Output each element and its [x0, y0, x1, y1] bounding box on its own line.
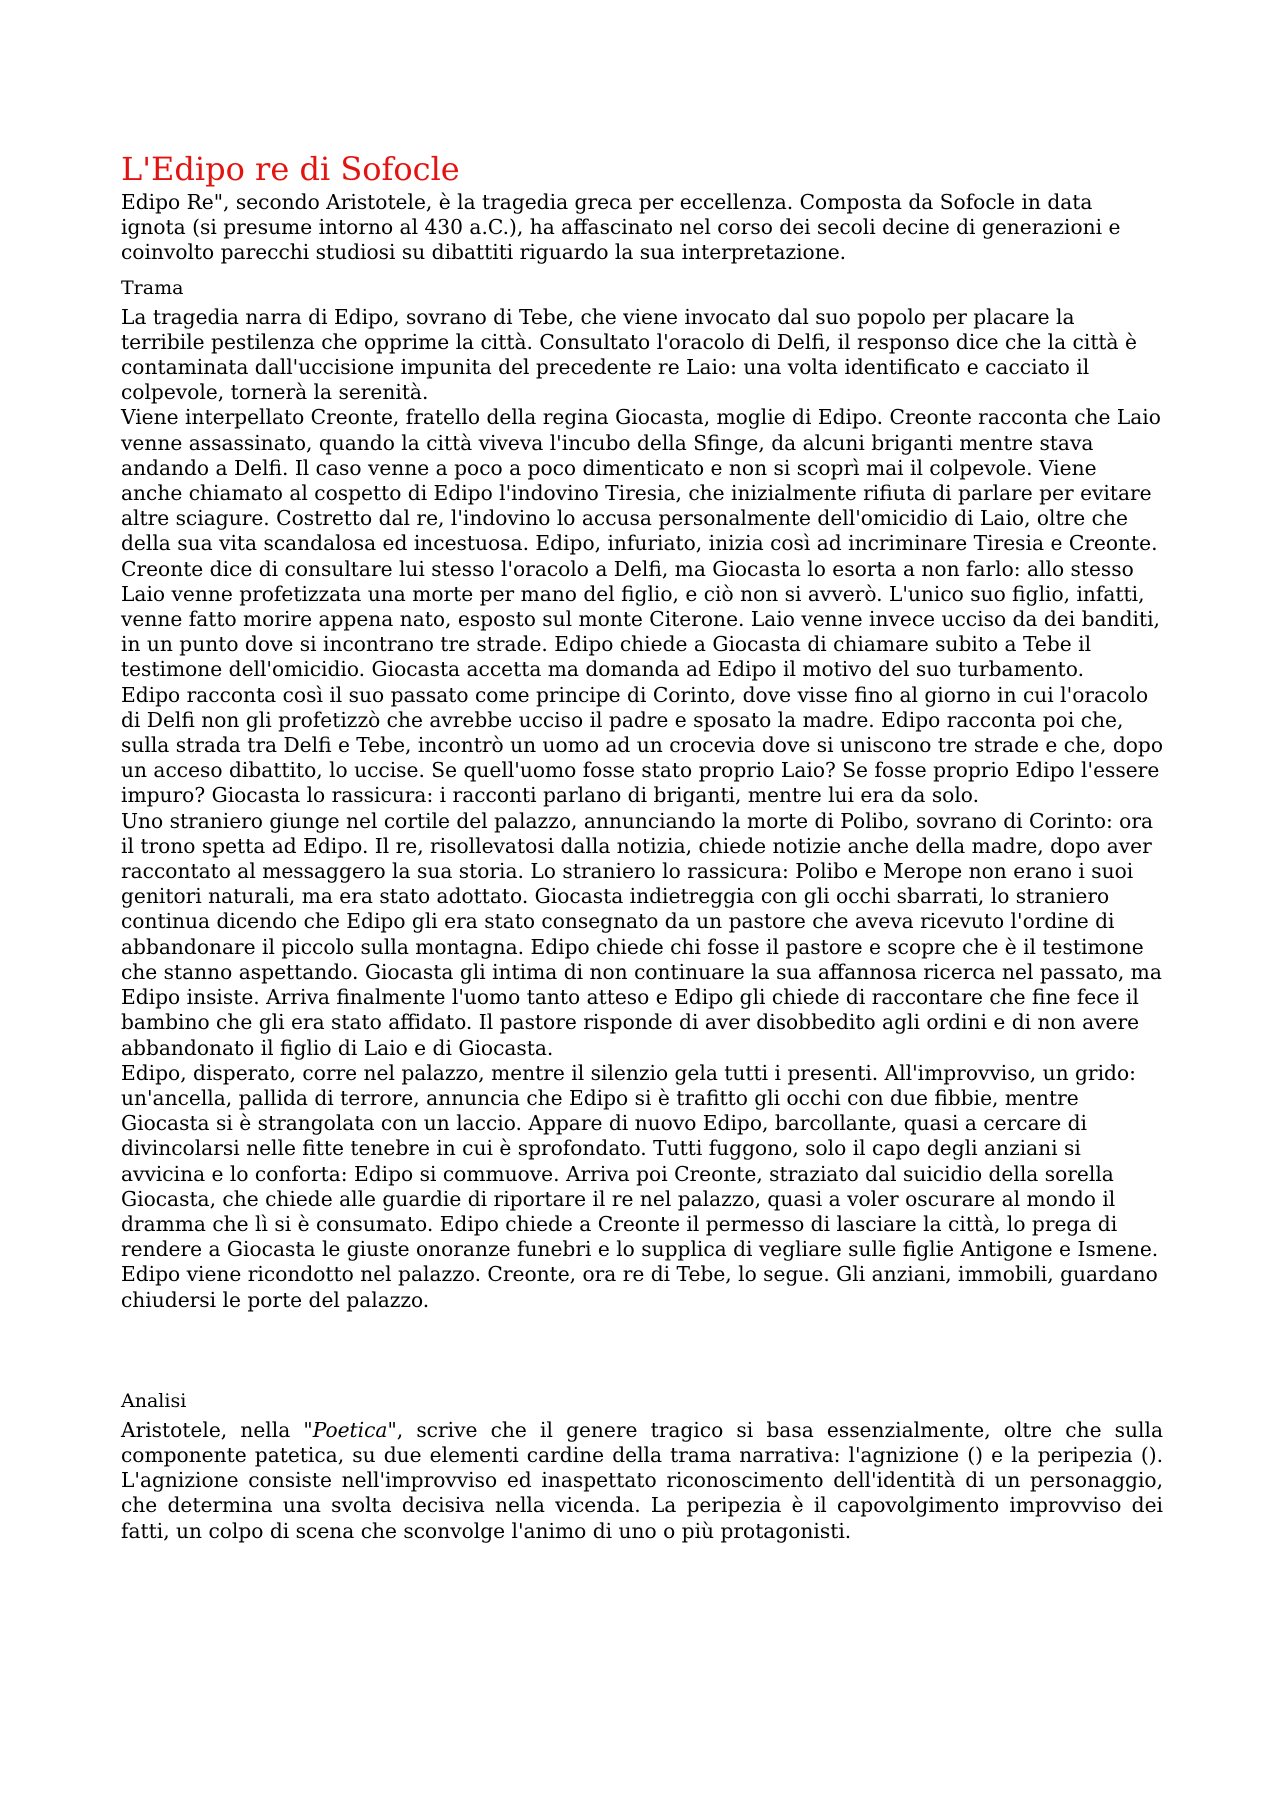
trama-paragraph: Uno straniero giunge nel cortile del palazzo, annunciando la morte di Polibo, sovrano di Corinto: ora il trono spetta ad Edipo. Il re, risollevatosi dalla notizia, chiede notizie anche della madre, dopo aver raccontato al messaggero la sua storia. Lo straniero lo rassicura: Polibo e Merope non erano i suoi genitori naturali, ma era stato adottato. Giocasta indietreggia con gli occhi sbarrati, lo straniero continua dicendo che Edipo gli era stato consegnato da un pastore che aveva ricevuto l'ordine di abbandonare il piccolo sulla montagna. Edipo chiede chi fosse il pastore e scopre che è il testimone che stanno aspettando. Giocasta gli intima di non continuare la sua affannosa ricerca nel passato, ma Edipo insiste. Arriva finalmente l'uomo tanto atteso e Edipo gli chiede di raccontare che fine fece il bambino che gli era stato affidato. Il pastore risponde di aver disobbedito agli ordini e di non avere abbandonato il figlio di Laio e di Giocasta.	[121, 808, 1162, 1060]
section-spacer	[121, 1313, 1163, 1379]
intro-paragraph: Edipo Re", secondo Aristotele, è la tragedia greca per eccellenza. Composta da Sofocle in data ignota (si presume intorno al 430 a.C.), ha affascinato nel corso dei secoli decine di generazioni e coinvolto parecchi studiosi su dibattiti riguardo la sua interpretazione.	[121, 190, 1121, 265]
analisi-paragraph	[121, 1418, 1163, 1544]
trama-paragraph: Edipo racconta così il suo passato come principe di Corinto, dove visse fino al giorno in cui l'oracolo di Delfi non gli profetizzò che avrebbe ucciso il padre e sposato la madre. Edipo racconta poi che, sulla strada tra Delfi e Tebe, incontrò un uomo ad un crocevia dove si uniscono tre strade e che, dopo un acceso dibattito, lo uccise. Se quell'uomo fosse stato proprio Laio? Se fosse proprio Edipo l'essere impuro? Giocasta lo rassicura: i racconti parlano di briganti, mentre lui era da solo.	[121, 682, 1163, 808]
section-heading-trama: Trama	[121, 276, 184, 299]
analisi-text-after: ", scrive che il genere tragico si basa essenzialmente, oltre che sulla componente patetica, su due elementi cardine della trama narrativa: l'agnizione () e la peripezia (). L'agnizione consiste nell'improvviso ed inaspettato riconoscimento dell'identità di un personaggio, che determina una svolta decisiva nella vicenda. La peripezia è il capovolgimento improvviso dei fatti, un colpo di scena che sconvolge l'animo di uno o più protagonisti.	[121, 1417, 1163, 1543]
poetica-title: Poetica	[312, 1417, 388, 1442]
section-heading-analisi: Analisi	[121, 1389, 187, 1412]
document-page	[121, 150, 1163, 1544]
trama-paragraph: La tragedia narra di Edipo, sovrano di Tebe, che viene invocato dal suo popolo per placare la terribile pestilenza che opprime la città. Consultato l'oracolo di Delfi, il responso dice che la città è contaminata dall'uccisione impunita del precedente re Laio: una volta identificato e cacciato il colpevole, tornerà la serenità.	[121, 304, 1137, 405]
analisi-text-before: Aristotele, nella "	[121, 1417, 313, 1442]
document-title: L'Edipo re di Sofocle	[121, 150, 460, 188]
trama-body	[121, 305, 1163, 1313]
trama-paragraph: Edipo, disperato, corre nel palazzo, mentre il silenzio gela tutti i presenti. All'improvviso, un grido: un'ancella, pallida di terrore, annuncia che Edipo si è trafitto gli occhi con due fibbie, mentre Giocasta si è strangolata con un laccio. Appare di nuovo Edipo, barcollante, quasi a cercare di divincolarsi nelle fitte tenebre in cui è sprofondato. Tutti fuggono, solo il capo degli anziani si avvicina e lo conforta: Edipo si commuove. Arriva poi Creonte, straziato dal suicidio della sorella Giocasta, che chiede alle guardie di riportare il re nel palazzo, quasi a voler oscurare al mondo il dramma che lì si è consumato. Edipo chiede a Creonte il permesso di lasciare la città, lo prega di rendere a Giocasta le giuste onoranze funebri e lo supplica di vegliare sulle figlie Antigone e Ismene. Edipo viene ricondotto nel palazzo. Creonte, ora re di Tebe, lo segue. Gli anziani, immobili, guardano chiudersi le porte del palazzo.	[121, 1060, 1159, 1312]
trama-paragraph: Viene interpellato Creonte, fratello della regina Giocasta, moglie di Edipo. Creonte racconta che Laio venne assassinato, quando la città viveva l'incubo della Sfinge, da alcuni briganti mentre stava andando a Delfi. Il caso venne a poco a poco dimenticato e non si scoprì mai il colpevole. Viene anche chiamato al cospetto di Edipo l'indovino Tiresia, che inizialmente rifiuta di parlare per evitare altre sciagure. Costretto dal re, l'indovino lo accusa personalmente dell'omicidio di Laio, oltre che della sua vita scandalosa ed incestuosa. Edipo, infuriato, inizia così ad incriminare Tiresia e Creonte. Creonte dice di consultare lui stesso l'oracolo a Delfi, ma Giocasta lo esorta a non farlo: allo stesso Laio venne profetizzata una morte per mano del figlio, e ciò non si avverò. L'unico suo figlio, infatti, venne fatto morire appena nato, esposto sul monte Citerone. Laio venne invece ucciso da dei banditi, in un punto dove si incontrano tre strade. Edipo chiede a Giocasta di chiamare subito a Tebe il testimone dell'omicidio. Giocasta accetta ma domanda ad Edipo il motivo del suo turbamento.	[121, 405, 1161, 682]
